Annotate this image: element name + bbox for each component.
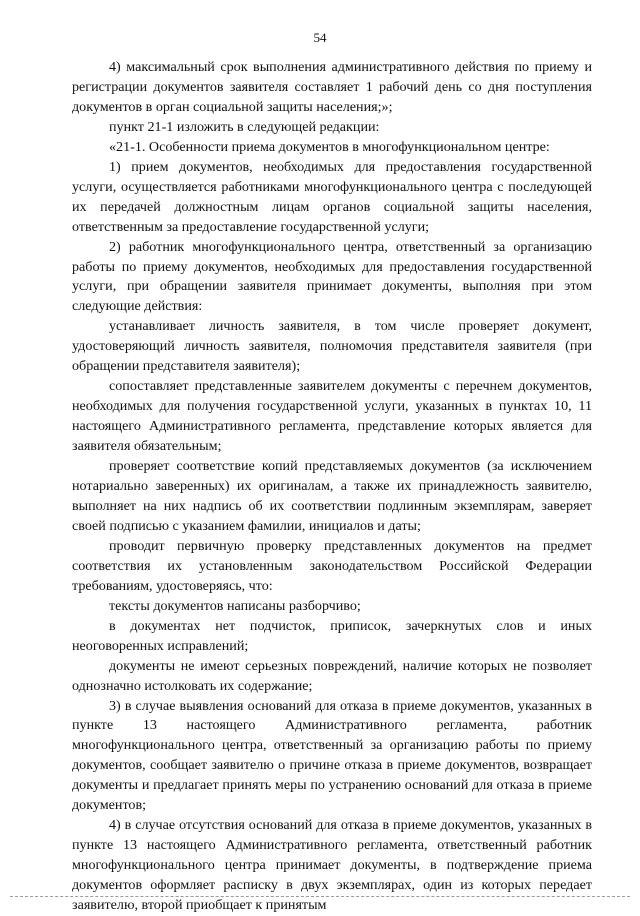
paragraph-document-compare: сопоставляет представленные заявителем документы с перечнем документов, необходимых для получения государственной услуги, указанных в пунктах 10, 11 настоящего Административного регламента, представление которых является для заявителя обязательным; — [72, 378, 592, 455]
paragraph-item-1: 1) прием документов, необходимых для предоставления государственной услуги, осуществляется работниками многофункционального центра с последующей их передачей должностным лицам органов социальной защиты населения, ответственным за предоставление государственной услуги; — [72, 158, 592, 235]
page-number: 54 — [313, 30, 327, 45]
paragraph-item-2: 2) работник многофункционального центра, ответственный за организацию работы по приему документов, необходимых для предоставления государственной услуги, при обращении заявителя принимает документы, выполняя при этом следующие действия: — [72, 238, 592, 315]
paragraph-no-damage: документы не имеют серьезных повреждений, наличие которых не позволяет однозначно истолковать их содержание; — [72, 657, 592, 694]
document-body — [72, 58, 592, 916]
paragraph-section-heading: «21-1. Особенности приема документов в многофункциональном центре: — [109, 138, 550, 155]
paragraph-no-corrections: в документах нет подчисток, приписок, зачеркнутых слов и иных неоговоренных исправлений; — [72, 617, 592, 654]
paragraph-amendment-intro: пункт 21-1 изложить в следующей редакции: — [109, 118, 380, 135]
paragraph-item-4-deadline: 4) максимальный срок выполнения административного действия по приему и регистрации документов заявителя составляет 1 рабочий день со дня поступления документов в орган социальной защиты населения;»; — [72, 59, 592, 115]
paragraph-legible: тексты документов написаны разборчиво; — [109, 597, 361, 614]
paragraph-copy-verification: проверяет соответствие копий представляемых документов (за исключением нотариально заверенных) их оригиналам, а также их принадлежность заявителю, выполняет на них надпись об их соответствии подлинным экземплярам, заверяет своей подписью с указанием фамилии, инициалов и даты; — [72, 458, 592, 534]
bottom-rule — [10, 896, 630, 897]
paragraph-item-4: 4) в случае отсутствия оснований для отказа в приеме документов, указанных в пункте 13 настоящего Административного регламента, ответственный работник многофункционального центра принимает документы, в подтверждение приема документов оформляет расписку в двух экземплярах, один из которых передает заявителю, второй приобщает к принятым — [72, 817, 592, 914]
paragraph-identity-check: устанавливает личность заявителя, в том числе проверяет документ, удостоверяющий личность заявителя, полномочия представителя заявителя (при обращении представителя заявителя); — [72, 318, 592, 375]
paragraph-primary-check: проводит первичную проверку представленных документов на предмет соответствия их установленным законодательством Российской Федерации требованиям, удостоверяясь, что: — [72, 537, 592, 594]
paragraph-item-3: 3) в случае выявления оснований для отказа в приеме документов, указанных в пункте 13 настоящего Административного регламента, работник многофункционального центра, ответственный за организацию работы по приему документов, сообщает заявителю о причине отказа в приеме документов, возвращает документы и предлагает принять меры по устранению оснований для отказа в приеме документов; — [72, 697, 592, 814]
